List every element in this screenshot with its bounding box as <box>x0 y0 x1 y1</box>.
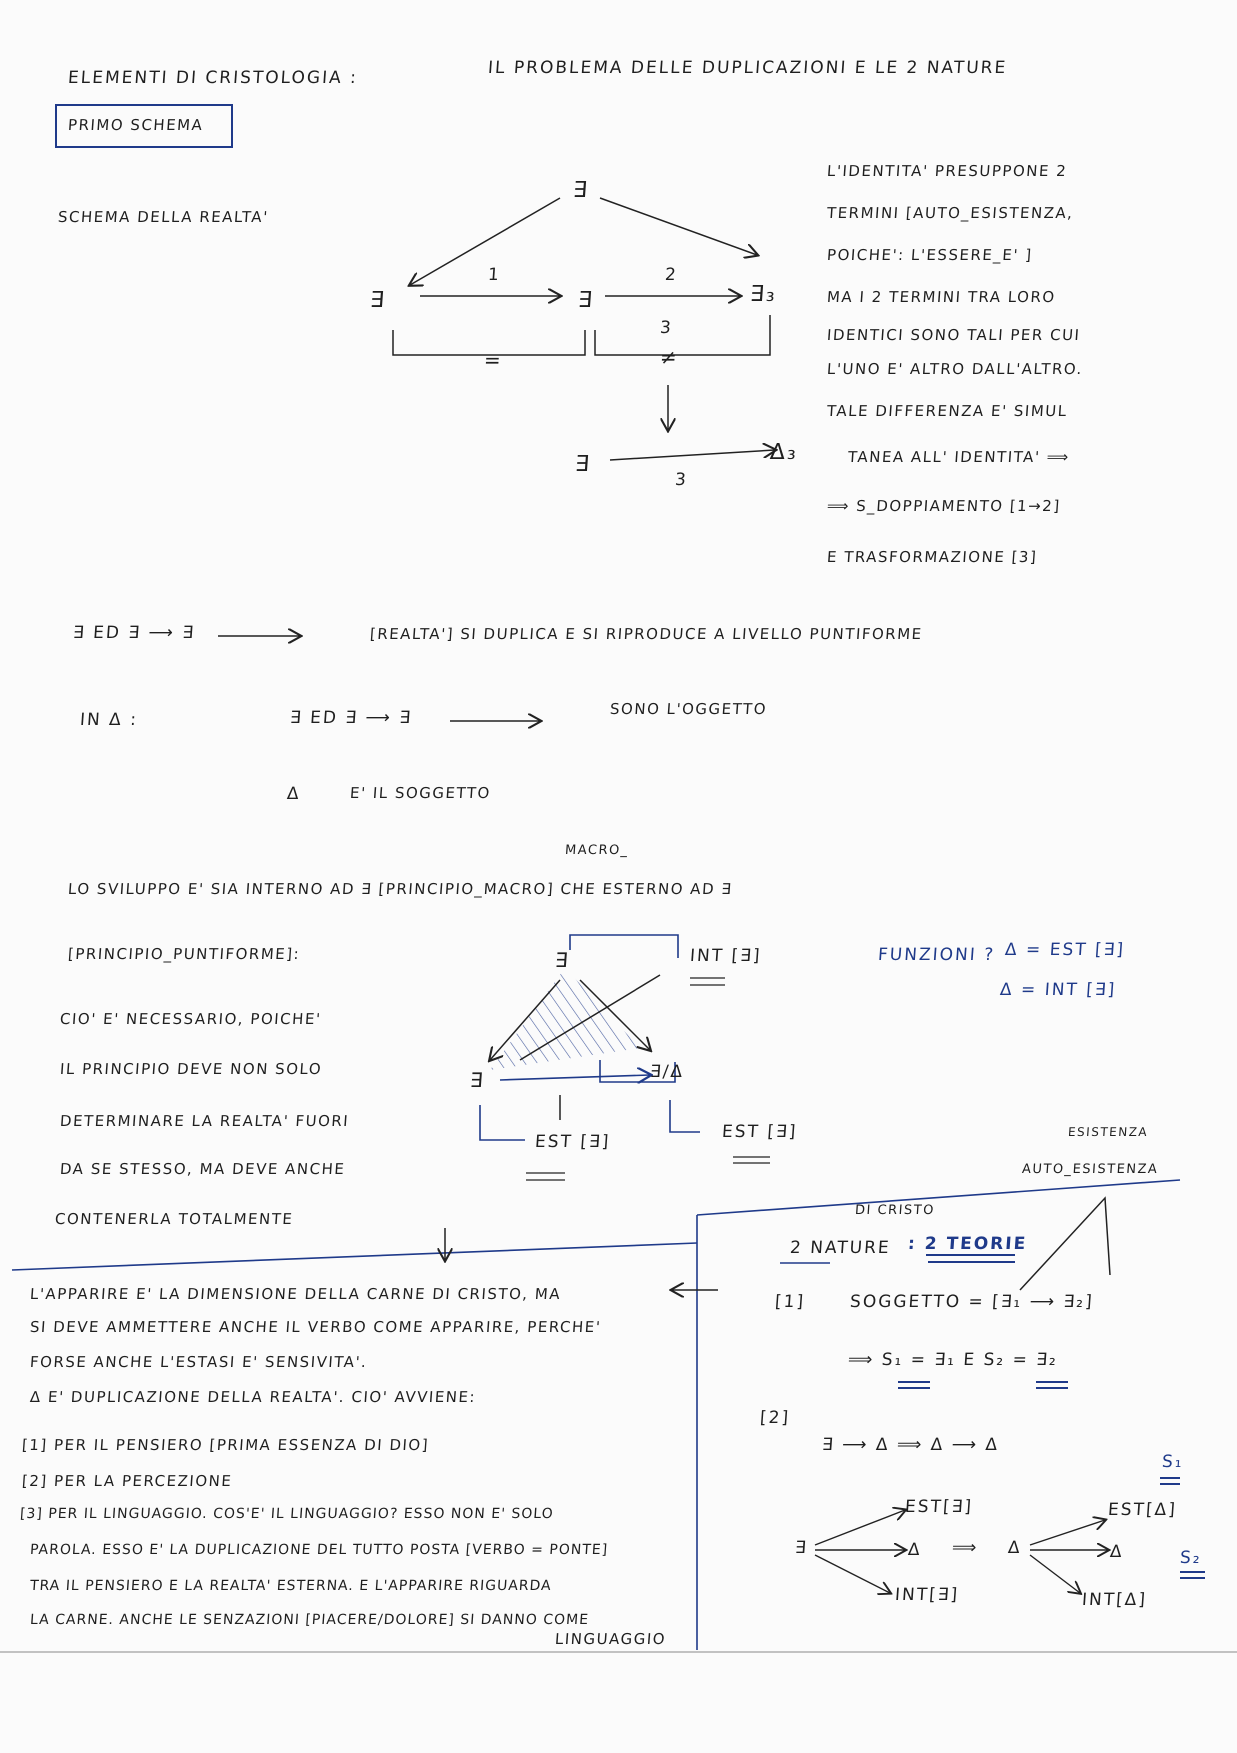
tree-root-2: Δ <box>1007 1538 1023 1558</box>
identity-line: TANEA ALL' IDENTITA' ⟹ <box>847 448 1071 466</box>
reality-scheme-label: SCHEMA DELLA REALTA' <box>57 208 270 226</box>
existence-label: ESISTENZA <box>1067 1125 1149 1139</box>
necessity-line: DA SE STESSO, MA DEVE ANCHE <box>59 1160 346 1178</box>
bracket-equal: = <box>483 348 504 372</box>
appearance-line: Δ E' DUPLICAZIONE DELLA REALTA'. CIO' AVVIENE: <box>29 1388 477 1406</box>
identity-line: MA I 2 TERMINI TRA LORO <box>826 288 1057 306</box>
appearance-line: SI DEVE AMMETTERE ANCHE IL VERBO COME APPARIRE, PERCHE' <box>29 1318 602 1336</box>
s1-label: S₁ <box>1161 1452 1185 1472</box>
document-subtitle: IL PROBLEMA DELLE DUPLICAZIONI E LE 2 NATURE <box>487 58 1008 78</box>
triangle-int: INT [∃] <box>689 946 763 966</box>
appearance-line: LINGUAGGIO <box>554 1630 667 1648</box>
arrow-1-label: 1 <box>487 265 502 285</box>
s2-label: S₂ <box>1179 1548 1203 1568</box>
right-symbol: ∃₃ <box>749 282 778 307</box>
appearance-line: [2] PER LA PERCEZIONE <box>21 1472 233 1490</box>
tree-mid: Δ <box>907 1540 923 1560</box>
tree-mid-2: Δ <box>1109 1542 1125 1562</box>
duplication-text: [REALTA'] SI DUPLICA E SI RIPRODUCE A LIVELLO PUNTIFORME <box>369 625 924 643</box>
arrow-2-label: 2 <box>664 265 679 285</box>
tree-est: EST[∃] <box>904 1497 974 1517</box>
appearance-line: FORSE ANCHE L'ESTASI E' SENSIVITA'. <box>29 1353 369 1371</box>
two-natures-heading: 2 NATURE <box>789 1238 892 1258</box>
tree-int-2: INT[Δ] <box>1081 1590 1148 1610</box>
tree-implies: ⟹ <box>951 1538 980 1558</box>
identity-line: TERMINI [AUTO_ESISTENZA, <box>826 204 1075 222</box>
identity-line: POICHE': L'ESSERE_E' ] <box>826 246 1034 264</box>
theory-1-result: ⟹ S₁ = ∃₁ E S₂ = ∃₂ <box>847 1350 1059 1370</box>
object-text: SONO L'OGGETTO <box>609 700 768 718</box>
bracket-noteq: ≠ <box>659 345 680 369</box>
principle-text: [PRINCIPIO_PUNTIFORME]: <box>67 945 301 963</box>
necessity-line: CIO' E' NECESSARIO, POICHE' <box>59 1010 323 1028</box>
top-symbol: ∃ <box>572 178 590 203</box>
identity-line: L'UNO E' ALTRO DALL'ALTRO. <box>826 360 1084 378</box>
function-int: Δ = INT [∃] <box>999 980 1117 1000</box>
appearance-line: TRA IL PENSIERO E LA REALTA' ESTERNA. E L'APPARIRE RIGUARDA <box>29 1578 553 1594</box>
subject-text: E' IL SOGGETTO <box>349 784 492 802</box>
left-symbol: ∃ <box>369 288 387 313</box>
theory-1-label: [1] <box>774 1292 806 1312</box>
appearance-line: PAROLA. ESSO E' LA DUPLICAZIONE DEL TUTTO POSTA [VERBO = PONTE] <box>29 1542 609 1558</box>
lower-left-symbol: ∃ <box>574 452 592 477</box>
bracket-3-label: 3 <box>659 318 674 338</box>
lower-arrow-label: 3 <box>674 470 689 490</box>
auto-existence-label: AUTO_ESISTENZA <box>1021 1162 1159 1177</box>
appearance-line: [1] PER IL PENSIERO [PRIMA ESSENZA DI DIO] <box>21 1436 430 1454</box>
triangle-top: ∃ <box>554 948 571 972</box>
mid-symbol: ∃ <box>577 288 595 313</box>
identity-line: IDENTICI SONO TALI PER CUI <box>826 326 1082 344</box>
triangle-est-left: EST [∃] <box>534 1132 612 1152</box>
theory-2-formula: ∃ ⟶ Δ ⟹ Δ ⟶ Δ <box>821 1435 1000 1455</box>
tree-est-2: EST[Δ] <box>1107 1500 1178 1520</box>
necessity-line: CONTENERLA TOTALMENTE <box>54 1210 294 1228</box>
functions-label: FUNZIONI ? <box>877 945 996 965</box>
lower-right-symbol: Δ₃ <box>769 440 799 465</box>
theory-2-label: [2] <box>759 1408 791 1428</box>
two-theories-heading: : 2 TEORIE <box>907 1234 1028 1254</box>
in-delta-label: IN Δ : <box>79 710 139 730</box>
triangle-right: ∃/Δ <box>649 1062 685 1082</box>
necessity-line: DETERMINARE LA REALTA' FUORI <box>59 1112 350 1130</box>
identity-line: ⟹ S_DOPPIAMENTO [1→2] <box>826 497 1062 515</box>
document-title: ELEMENTI DI CRISTOLOGIA : <box>67 68 359 88</box>
identity-line: E TRASFORMAZIONE [3] <box>826 548 1038 566</box>
appearance-line: LA CARNE. ANCHE LE SENZAZIONI [PIACERE/DOLORE] SI DANNO COME <box>29 1612 590 1628</box>
triangle-left: ∃ <box>469 1068 486 1092</box>
subject-symbol: Δ <box>286 784 302 804</box>
identity-line: L'IDENTITA' PRESUPPONE 2 <box>826 162 1068 180</box>
necessity-line: IL PRINCIPIO DEVE NON SOLO <box>59 1060 323 1078</box>
appearance-line: L'APPARIRE E' LA DIMENSIONE DELLA CARNE DI CRISTO, MA <box>29 1285 562 1303</box>
identity-line: TALE DIFFERENZA E' SIMUL <box>826 402 1069 420</box>
tree-int: INT[∃] <box>894 1585 960 1605</box>
macro-note: MACRO_ <box>564 843 630 858</box>
theory-1-formula: SOGGETTO = [∃₁ ⟶ ∃₂] <box>849 1292 1095 1312</box>
appearance-line: [3] PER IL LINGUAGGIO. COS'E' IL LINGUAGGIO? ESSO NON E' SOLO <box>19 1506 555 1522</box>
function-est: Δ = EST [∃] <box>1004 940 1126 960</box>
development-text: LO SVILUPPO E' SIA INTERNO AD ∃ [PRINCIPIO_MACRO] CHE ESTERNO AD ∃ <box>67 880 733 898</box>
di-cristo-label: DI CRISTO <box>854 1203 936 1218</box>
tree-root: ∃ <box>794 1538 809 1558</box>
first-scheme-label: PRIMO SCHEMA <box>67 116 205 134</box>
in-delta-formula: ∃ ED ∃ ⟶ ∃ <box>289 708 413 728</box>
duplication-formula: ∃ ED ∃ ⟶ ∃ <box>72 623 196 643</box>
triangle-est-right: EST [∃] <box>721 1122 799 1142</box>
